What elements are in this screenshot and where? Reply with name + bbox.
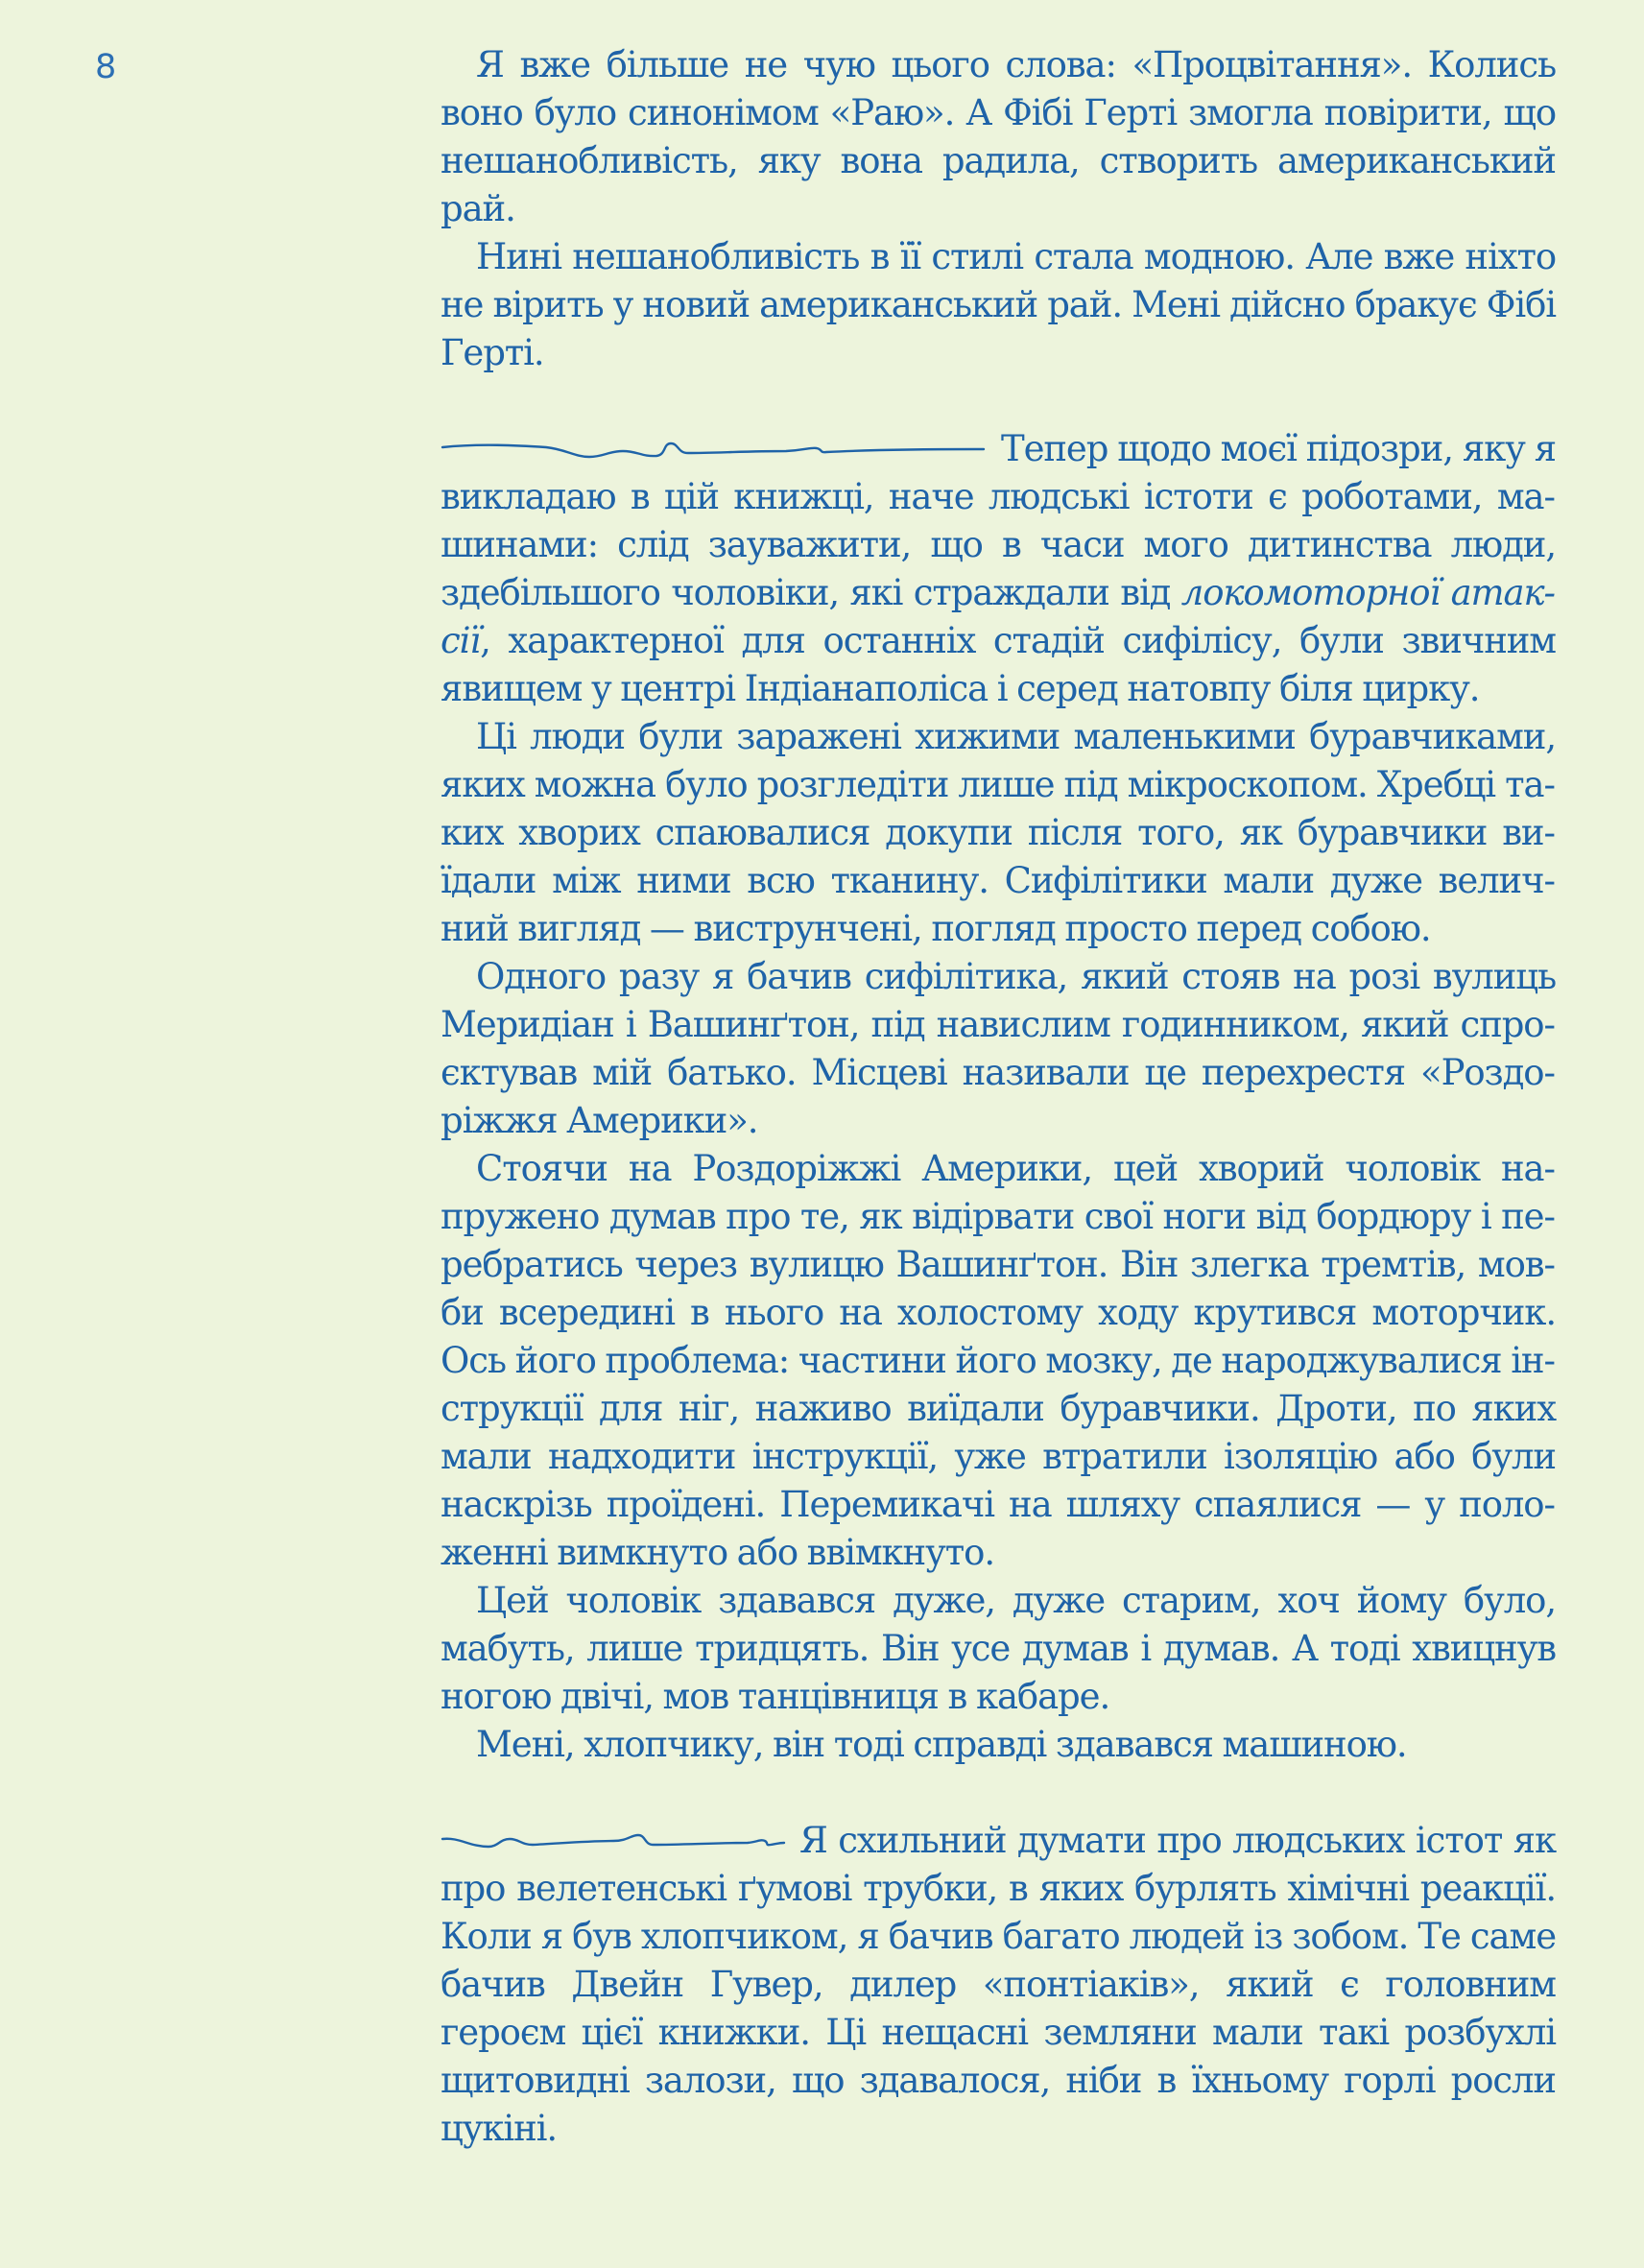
scribble-divider-icon: [441, 434, 988, 465]
lead-text: Я схильний думати про людських істот як про велетенські ґумові трубки, в яких бурлять хімічні реакції. Коли я був хлопчиком, я бачив багато людей із зобом. Те саме бачив Двейн Гувер, дилер «понтіаків», який є головним героєм цієї книжки. Ці нещасні земляни мали такі розбухлі щитовидні залози, що здавалося, ніби в їхньому горлі росли цукіні.: [441, 1820, 1556, 2149]
page-number: 8: [95, 48, 117, 86]
section-3: [441, 1817, 1556, 2153]
paragraph: Стоячи на Роздоріжжі Америки, цей хворий чоловік напружено думав про те, як відірвати свої ноги від бордюру і перебратись через вулицю Вашинґтон. Він злегка тремтів, мовби всередині в нього на холостому ходу крутився моторчик. Ось його проблема: частини його мозку, де народжувалися інструкції для ніг, наживо виїдали буравчики. Дроти, по яких мали надходити інструкції, уже втратили ізоляцію або були наскрізь проїдені. Перемикачі на шляху спаялися — у положенні вимкнуто або ввімкнуто.: [441, 1148, 1556, 1573]
section-1: [441, 41, 1556, 377]
paragraph: Я вже більше не чую цього слова: «Процвітання». Колись воно було синонімом «Раю». А Фібі Герті змогла повірити, що нешанобливість, яку вона радила, створить американський рай.: [441, 44, 1556, 229]
scribble-divider-icon: [441, 1826, 786, 1856]
lead-text-continued: , характерної для останніх стадій сифілісу, були звичним явищем у центрі Індіанаполіса і серед натовпу біля цирку.: [441, 620, 1556, 709]
text-column: [441, 41, 1556, 2153]
section-2: [441, 425, 1556, 1769]
lead-text: Тепер щодо моєї підозри, яку я викладаю в цій книжці, наче людські істоти є роботами, машинами: слід зауважити, що в часи мого дитинства люди, здебільшого чоловіки, які страждали від: [441, 428, 1556, 613]
paragraph: Цей чоловік здавався дуже, дуже старим, хоч йому було, мабуть, лише тридцять. Він усе думав і думав. А тоді хвицнув ногою двічі, мов танцівниця в кабаре.: [441, 1580, 1556, 1717]
paragraph: Ці люди були заражені хижими маленькими буравчиками, яких можна було розгледіти лише під мікроскопом. Хребці таких хворих спаювалися докупи після того, як буравчики виїдали між ними всю тканину. Сифілітики мали дуже величний вигляд — виструнчені, погляд просто перед собою.: [441, 716, 1556, 949]
emphasis-text: локомоторної атаксії: [441, 572, 1556, 661]
section-lead-paragraph: [441, 425, 1556, 713]
section-lead-paragraph: [441, 1817, 1556, 2153]
paragraph: Одного разу я бачив сифілітика, який стояв на розі вулиць Меридіан і Вашинґтон, під навислим годинником, який спроєктував мій батько. Місцеві називали це перехрестя «Роздоріжжя Америки».: [441, 956, 1556, 1141]
paragraph: Нині нешанобливість в її стилі стала модною. Але вже ніхто не вірить у новий американський рай. Мені дійсно бракує Фібі Герті.: [441, 236, 1556, 373]
paragraph: Мені, хлопчику, він тоді справді здавався машиною.: [476, 1724, 1407, 1765]
